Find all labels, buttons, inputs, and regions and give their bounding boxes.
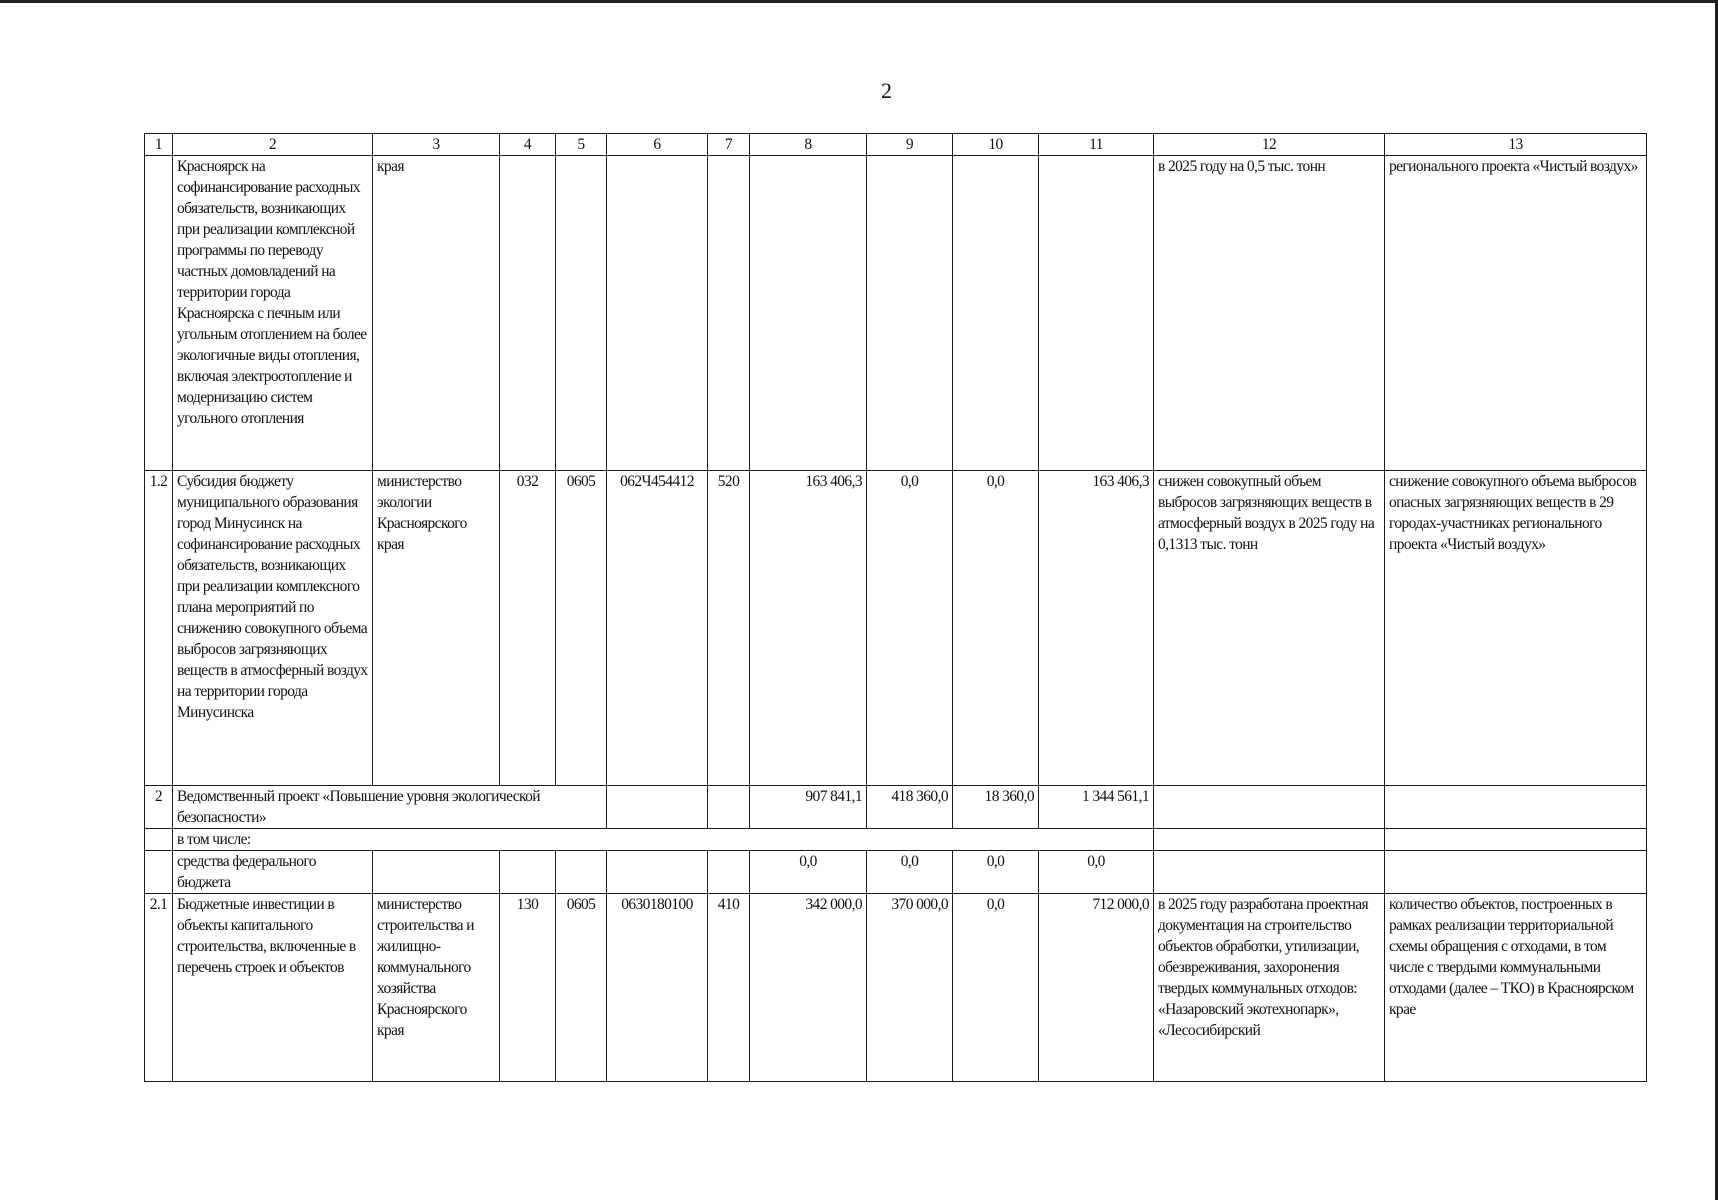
funding-source: средства федерального бюджета (173, 851, 373, 894)
column-number-row (145, 134, 1647, 156)
responsible-body: министерство экологии Красноярского края (373, 471, 500, 786)
responsible-body: министерство строительства и жилищно-коммунального хозяйства Красноярского края (373, 894, 500, 1082)
code-target: 0630180100 (607, 894, 708, 1082)
code-gmbs: 032 (500, 471, 556, 786)
empty-cell (1385, 829, 1647, 851)
column-number: 13 (1385, 134, 1647, 156)
empty-cell (1154, 851, 1385, 894)
column-number: 1 (145, 134, 173, 156)
code-expense-type: 520 (708, 471, 750, 786)
code-target: 062Ч454412 (607, 471, 708, 786)
column-number: 12 (1154, 134, 1385, 156)
column-number: 4 (500, 134, 556, 156)
amount-2027: 18 360,0 (953, 786, 1039, 829)
column-number: 2 (173, 134, 373, 156)
code-gmbs: 130 (500, 894, 556, 1082)
expected-result: снижен совокупный объем выбросов загрязняющих веществ в атмосферный воздух в 2025 году на 0,1313 тыс. тонн (1154, 471, 1385, 786)
link-to-indicator: снижение совокупного объема выбросов опасных загрязняющих веществ в 29 городах-участниках регионального проекта «Чистый воздух» (1385, 471, 1647, 786)
empty-cell (708, 851, 750, 894)
column-number: 6 (607, 134, 708, 156)
expected-result: в 2025 году разработана проектная документация на строительство объектов обработки, утилизации, обезвреживания, захоронения твердых коммунальных отходов: «Назаровский экотехнопарк», «Лесосибирский (1154, 894, 1385, 1082)
empty-cell (1385, 851, 1647, 894)
column-number: 9 (867, 134, 953, 156)
empty-cell (145, 829, 173, 851)
code-expense-type: 410 (708, 894, 750, 1082)
amount-2025: 163 406,3 (750, 471, 867, 786)
expected-result: в 2025 году на 0,5 тыс. тонн (1154, 156, 1385, 471)
amount-total: 712 000,0 (1039, 894, 1154, 1082)
code-section (556, 156, 607, 471)
amount-2027: 0,0 (953, 851, 1039, 894)
empty-cell (500, 851, 556, 894)
empty-cell (607, 786, 708, 829)
row-number (145, 156, 173, 471)
table-row-2-1 (145, 894, 1647, 1082)
amount-2025: 907 841,1 (750, 786, 867, 829)
empty-cell (708, 786, 750, 829)
table-row-federal (145, 851, 1647, 894)
including-label: в том числе: (173, 829, 1154, 851)
link-to-indicator: регионального проекта «Чистый воздух» (1385, 156, 1647, 471)
amount-2027 (953, 156, 1039, 471)
column-number: 11 (1039, 134, 1154, 156)
measure-name: Субсидия бюджету муниципального образования город Минусинск на софинансирование расходных обязательств, возникающих при реализации комплексного плана мероприятий по снижению совокупного объема выбросов загрязняющих веществ в атмосферный воздух на территории города Минусинска (173, 471, 373, 786)
amount-2027: 0,0 (953, 471, 1039, 786)
table-row-1-2 (145, 471, 1647, 786)
empty-cell (145, 851, 173, 894)
code-target (607, 156, 708, 471)
amount-total: 0,0 (1039, 851, 1154, 894)
column-number: 3 (373, 134, 500, 156)
amount-2026: 0,0 (867, 471, 953, 786)
table-row-2 (145, 786, 1647, 829)
table-row-continued (145, 156, 1647, 471)
amount-total: 163 406,3 (1039, 471, 1154, 786)
row-number: 2 (145, 786, 173, 829)
table-row-including (145, 829, 1647, 851)
code-section: 0605 (556, 471, 607, 786)
page-number: 2 (881, 78, 892, 103)
code-gmbs (500, 156, 556, 471)
code-section: 0605 (556, 894, 607, 1082)
column-number: 8 (750, 134, 867, 156)
amount-2026: 418 360,0 (867, 786, 953, 829)
amount-2026: 0,0 (867, 851, 953, 894)
column-number: 5 (556, 134, 607, 156)
empty-cell (1154, 829, 1385, 851)
measure-name: Бюджетные инвестиции в объекты капитального строительства, включенные в перечень строек и объектов (173, 894, 373, 1082)
measure-name: Красноярск на софинансирование расходных обязательств, возникающих при реализации комплексной программы по переводу частных домовладений на территории города Красноярска с печным или угольным отоплением на более экологичные виды отопления, включая электроотопление и модернизацию систем угольного отопления (173, 156, 373, 471)
amount-2025: 342 000,0 (750, 894, 867, 1082)
amount-2027: 0,0 (953, 894, 1039, 1082)
link-to-indicator: количество объектов, построенных в рамках реализации территориальной схемы обращения с отходами, в том числе с твердыми коммунальными отходами (далее – ТКО) в Красноярском крае (1385, 894, 1647, 1082)
empty-cell (373, 851, 500, 894)
amount-2025 (750, 156, 867, 471)
amount-total: 1 344 561,1 (1039, 786, 1154, 829)
amount-2026 (867, 156, 953, 471)
code-expense-type (708, 156, 750, 471)
amount-2026: 370 000,0 (867, 894, 953, 1082)
responsible-body: края (373, 156, 500, 471)
row-number: 2.1 (145, 894, 173, 1082)
project-name: Ведомственный проект «Повышение уровня экологической безопасности» (173, 786, 607, 829)
amount-total (1039, 156, 1154, 471)
empty-cell (607, 851, 708, 894)
column-number: 10 (953, 134, 1039, 156)
empty-cell (556, 851, 607, 894)
empty-cell (1154, 786, 1385, 829)
budget-table (144, 133, 1647, 1082)
empty-cell (1385, 786, 1647, 829)
column-number: 7 (708, 134, 750, 156)
amount-2025: 0,0 (750, 851, 867, 894)
page-edge-top (0, 0, 1718, 3)
row-number: 1.2 (145, 471, 173, 786)
